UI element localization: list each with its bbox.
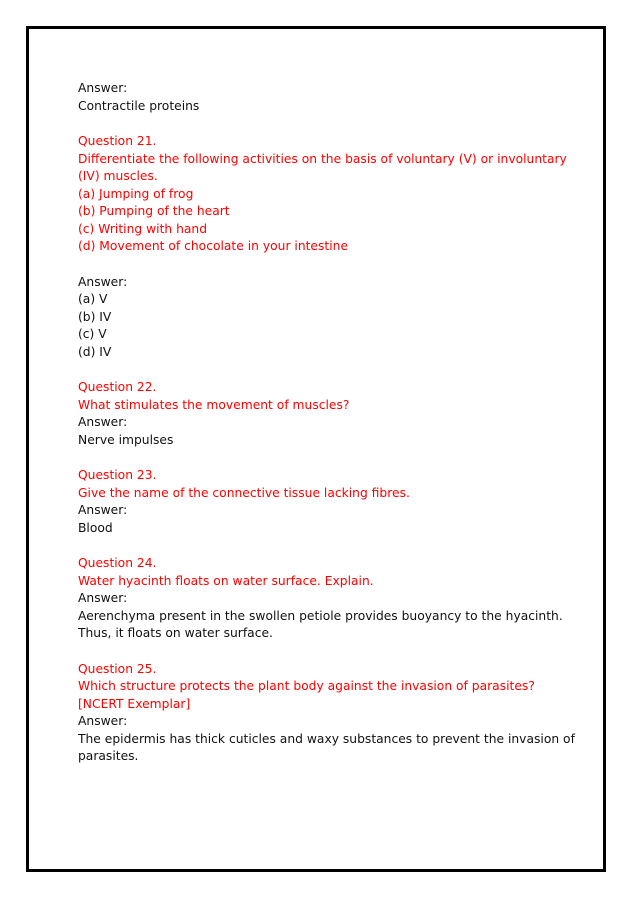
question-25-text-line2: [NCERT Exemplar] [78,696,191,711]
question-25-text-line1: Which structure protects the plant body against the invasion of parasites? [78,679,535,693]
question-21-item-b: (b) Pumping of the heart [78,204,230,218]
question-21-answer-d: (d) IV [78,344,112,359]
question-23-answer-label: Answer: [78,503,128,517]
question-21-item-a: (a) Jumping of frog [78,186,194,201]
question-21-answer-c: (c) V [78,327,107,341]
answer-text: Contractile proteins [78,98,200,113]
question-22-answer: Nerve impulses [78,432,174,447]
question-21-answer-a: (a) V [78,292,108,306]
question-21-title: Question 21. [78,134,157,148]
question-23-answer: Blood [78,520,113,535]
question-24-title: Question 24. [78,556,157,570]
question-25-answer-label: Answer: [78,714,128,728]
question-24-answer-line1: Aerenchyma present in the swollen petiole provides buoyancy to the hyacinth. [78,608,563,623]
question-25-answer-line2: parasites. [78,749,139,763]
question-24-answer-label: Answer: [78,591,128,605]
question-25-answer-line1: The epidermis has thick cuticles and waxy substances to prevent the invasion of [78,731,575,746]
question-21-text-line1: Differentiate the following activities on the basis of voluntary (V) or involuntary [78,151,567,166]
question-21-item-c: (c) Writing with hand [78,221,208,236]
question-24-text: Water hyacinth floats on water surface. Explain. [78,573,374,588]
question-23-text: Give the name of the connective tissue lacking fibres. [78,485,410,500]
question-22-answer-label: Answer: [78,415,128,429]
question-21-text-line2: (IV) muscles. [78,169,158,183]
question-21-answer-b: (b) IV [78,309,112,324]
question-23-title: Question 23. [78,468,157,482]
question-21-answer-label: Answer: [78,274,128,289]
question-21-item-d: (d) Movement of chocolate in your intestine [78,239,349,253]
question-24-answer-line2: Thus, it floats on water surface. [78,626,273,640]
document-content [78,80,578,766]
answer-label: Answer: [78,81,128,95]
question-22-title: Question 22. [78,380,157,394]
question-22-text: What stimulates the movement of muscles? [78,397,350,412]
question-25-title: Question 25. [78,661,157,676]
